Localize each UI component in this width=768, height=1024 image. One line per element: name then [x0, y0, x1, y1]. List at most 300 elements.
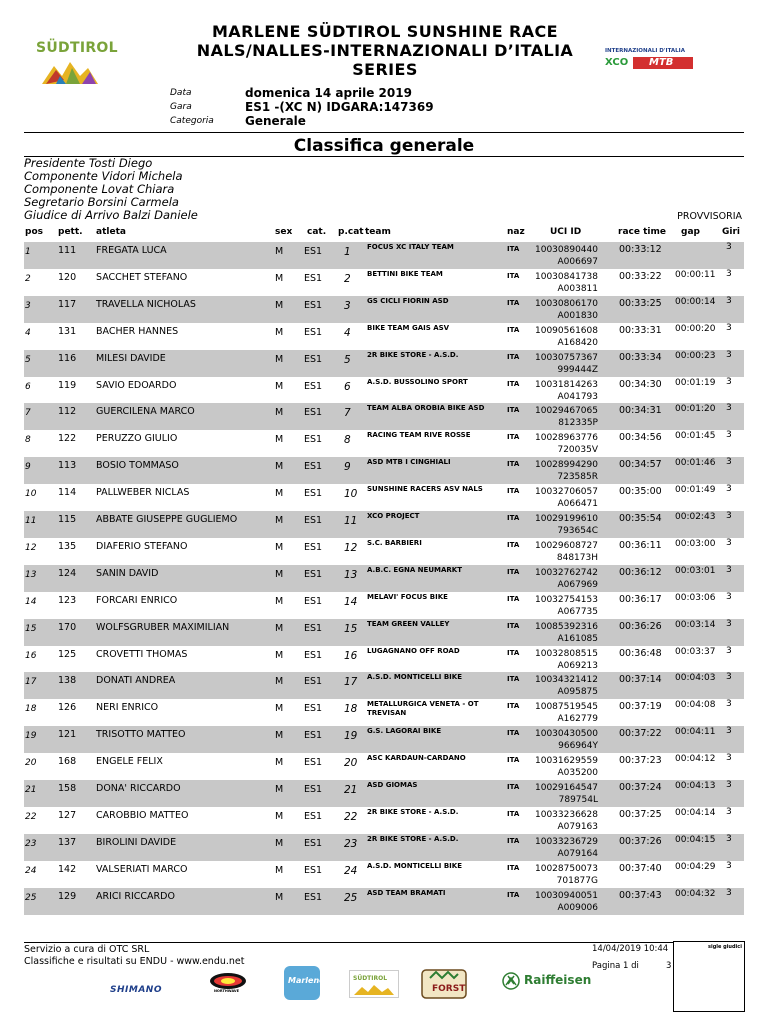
cell-atleta: FREGATA LUCA: [96, 245, 167, 256]
table-row: [24, 403, 744, 430]
table-row: [24, 753, 744, 780]
cell-pett: 168: [58, 756, 77, 768]
signature-label: sigle giudici: [708, 944, 742, 950]
cell-giri: 3: [726, 833, 732, 844]
cell-team: SUNSHINE RACERS ASV NALS: [367, 485, 483, 494]
cell-uci: 10030757367 999444Z: [535, 352, 598, 375]
cell-uci: 10029164547 789754L: [535, 783, 598, 805]
footer-credits: [24, 944, 245, 968]
cell-team: ASC KARDAUN-CARDANO: [367, 754, 466, 763]
cell-gap: 00:04:29: [675, 861, 716, 872]
cell-giri: 3: [726, 242, 732, 252]
cell-team: TEAM GREEN VALLEY: [367, 619, 450, 628]
cell-cat: ES1: [304, 622, 323, 634]
northwave-logo: [208, 972, 248, 992]
footer-results-link[interactable]: Classifiche e risultati su ENDU - www.endu.net: [24, 956, 245, 967]
judges-signature-box: [673, 941, 745, 1012]
cell-cat: ES1: [304, 380, 323, 392]
cell-pos: 15: [25, 623, 37, 634]
cell-uci: 10028963776 720035V: [535, 433, 598, 456]
page-label: Pagina 1 di: [592, 961, 639, 971]
cell-gap: 00:02:43: [675, 512, 716, 522]
cell-team: ASD GIOMAS: [367, 781, 418, 789]
meta-label: Data: [170, 88, 192, 98]
cell-pcat: 13: [344, 568, 358, 581]
cell-sex: M: [275, 622, 284, 634]
cell-giri: 3: [726, 887, 732, 898]
cell-time: 00:33:31: [619, 324, 662, 336]
cell-atleta: VALSERIATI MARCO: [96, 863, 188, 875]
cell-time: 00:37:24: [619, 782, 662, 793]
cell-time: 00:37:25: [619, 808, 662, 820]
cell-pett: 131: [58, 325, 77, 337]
cell-pcat: 16: [344, 649, 358, 662]
cell-giri: 3: [726, 726, 732, 737]
cell-cat: ES1: [304, 757, 323, 769]
cell-pett: 116: [58, 352, 77, 364]
cell-team: S.C. BARBIERI: [367, 538, 422, 547]
cell-naz: ITA: [507, 514, 520, 522]
cell-gap: 00:04:32: [675, 888, 716, 899]
cell-atleta: SACCHET STEFANO: [96, 271, 188, 283]
column-header-team: team: [365, 227, 391, 237]
cell-team: BIKE TEAM GAIS ASV: [367, 323, 450, 332]
cell-cat: ES1: [304, 299, 323, 311]
cell-uci: 10032706057 A066471: [535, 487, 598, 510]
cell-gap: 00:03:14: [675, 619, 716, 630]
meta-value: Generale: [245, 114, 306, 128]
column-header-uci: UCI ID: [550, 227, 582, 237]
cell-uci: 10031629559 A035200: [535, 756, 598, 779]
event-title-line: NALS/NALLES-INTERNAZIONALI D’ITALIA: [196, 41, 574, 60]
table-row: [24, 377, 744, 404]
table-row: [24, 834, 744, 861]
cell-giri: 3: [726, 268, 732, 279]
cell-pett: 120: [58, 271, 77, 283]
cell-uci: 10029467065 812335P: [535, 406, 598, 429]
event-title-line: SERIES: [352, 60, 418, 79]
cell-pcat: 4: [344, 326, 351, 339]
cell-atleta: DONA' RICCARDO: [96, 783, 181, 794]
cell-gap: 00:04:14: [675, 807, 716, 818]
cell-gap: 00:01:49: [675, 485, 716, 496]
event-title-line: MARLENE SÜDTIROL SUNSHINE RACE: [211, 22, 559, 41]
cell-sex: M: [275, 407, 284, 419]
cell-uci: 10028994290 723585R: [535, 460, 598, 483]
cell-giri: 3: [726, 645, 732, 656]
cell-giri: 3: [726, 484, 732, 495]
cell-time: 00:37:26: [619, 835, 662, 847]
cell-pett: 111: [58, 245, 77, 256]
cell-team: GS CICLI FIORIN ASD: [367, 296, 449, 305]
cell-pett: 135: [58, 540, 77, 552]
cell-sex: M: [275, 326, 284, 338]
cell-team: 2R BIKE STORE - A.S.D.: [367, 350, 459, 359]
cell-atleta: MILESI DAVIDE: [96, 352, 166, 364]
cell-cat: ES1: [304, 730, 323, 742]
footer-service: Servizio a cura di OTC SRL: [24, 944, 150, 955]
cell-naz: ITA: [507, 325, 520, 334]
cell-sex: M: [275, 595, 284, 607]
cell-pcat: 6: [344, 380, 351, 393]
cell-pos: 3: [25, 300, 31, 311]
column-header-atleta: atleta: [96, 227, 126, 237]
raiffeisen-logo-text: Raiffeisen: [524, 973, 592, 987]
cell-cat: ES1: [304, 649, 323, 661]
cell-team: A.S.D. MONTICELLI BIKE: [367, 673, 462, 682]
cell-pos: 21: [25, 785, 37, 795]
cell-time: 00:36:48: [619, 647, 662, 659]
cell-sex: M: [275, 757, 284, 769]
cell-uci: 10033236729 A079164: [535, 836, 598, 859]
cell-cat: ES1: [304, 246, 323, 257]
cell-pett: 119: [58, 379, 77, 391]
mountain-icon: [40, 56, 110, 86]
cell-atleta: ENGELE FELIX: [96, 756, 163, 768]
cell-pos: 13: [25, 569, 37, 580]
cell-atleta: SANIN DAVID: [96, 567, 159, 579]
cell-sex: M: [275, 891, 284, 903]
cell-naz: ITA: [507, 756, 520, 765]
column-header-time: race time: [618, 227, 666, 237]
meta-value: domenica 14 aprile 2019: [245, 86, 412, 100]
cell-giri: 3: [726, 322, 732, 333]
cell-naz: ITA: [507, 460, 520, 469]
cell-pett: 123: [58, 594, 77, 606]
cell-pcat: 1: [344, 246, 351, 258]
table-row: [24, 565, 744, 592]
cell-sex: M: [275, 676, 284, 688]
cell-gap: 00:04:11: [675, 727, 716, 738]
cell-pos: 16: [25, 650, 37, 661]
cell-time: 00:37:40: [619, 862, 662, 874]
northwave-logo-text: NORTHWAVE: [214, 989, 240, 993]
cell-sex: M: [275, 461, 284, 473]
cell-giri: 3: [726, 564, 732, 575]
table-row: [24, 646, 744, 673]
cell-atleta: WOLFSGRUBER MAXIMILIAN: [96, 621, 230, 633]
cell-atleta: BACHER HANNES: [96, 325, 179, 337]
cell-giri: 3: [726, 591, 732, 602]
internazionali-logo-text: INTERNAZIONALI D'ITALIA: [605, 48, 685, 54]
cell-team: ASD TEAM BRAMATI: [367, 888, 446, 897]
cell-atleta: CAROBBIO MATTEO: [96, 809, 189, 821]
cell-pos: 12: [25, 542, 37, 553]
column-header-giri: Giri: [722, 227, 740, 237]
cell-pos: 23: [25, 838, 37, 849]
cell-team: XCO PROJECT: [367, 512, 420, 520]
official: Segretario Borsini Carmela: [24, 195, 179, 209]
cell-sex: M: [275, 434, 284, 446]
meta-label: Gara: [170, 102, 192, 112]
cell-atleta: NERI ENRICO: [96, 702, 159, 714]
cell-naz: ITA: [507, 433, 520, 442]
cell-giri: 3: [726, 457, 732, 468]
cell-cat: ES1: [304, 541, 323, 553]
cell-sex: M: [275, 272, 284, 284]
cell-gap: 00:00:11: [675, 269, 716, 280]
cell-time: 00:36:12: [619, 566, 662, 578]
cell-gap: 00:01:45: [675, 431, 716, 442]
cell-giri: 3: [726, 699, 732, 710]
cell-sex: M: [275, 515, 284, 526]
table-row: [24, 592, 744, 619]
cell-sex: M: [275, 380, 284, 392]
cell-pett: 125: [58, 648, 77, 660]
cell-pett: 117: [58, 298, 77, 310]
cell-pcat: 17: [344, 676, 358, 689]
cell-gap: 00:03:00: [675, 538, 716, 549]
shimano-logo-text: SHIMANO: [110, 985, 162, 995]
cell-pos: 17: [25, 677, 37, 688]
cell-naz: ITA: [507, 245, 520, 253]
cell-naz: ITA: [507, 621, 520, 630]
cell-pett: 142: [58, 863, 77, 875]
cell-pcat: 8: [344, 434, 351, 447]
xco-logo-text: XCO: [605, 57, 629, 68]
cell-cat: ES1: [304, 488, 323, 500]
cell-cat: ES1: [304, 837, 323, 849]
cell-giri: 3: [726, 537, 732, 548]
cell-cat: ES1: [304, 864, 323, 876]
cell-time: 00:34:31: [619, 405, 662, 417]
cell-pett: 121: [58, 729, 77, 741]
mtb-logo-text: MTB: [649, 57, 674, 68]
cell-time: 00:37:19: [619, 701, 662, 713]
cell-gap: 00:00:20: [675, 323, 716, 334]
cell-cat: ES1: [304, 676, 323, 688]
cell-pos: 10: [25, 489, 37, 500]
cell-pos: 7: [25, 408, 31, 419]
cell-pos: 19: [25, 731, 37, 742]
cell-team: 2R BIKE STORE - A.S.D.: [367, 834, 459, 843]
cell-pcat: 19: [344, 730, 358, 743]
cell-pcat: 5: [344, 353, 351, 366]
cell-sex: M: [275, 299, 284, 311]
cell-pett: 127: [58, 809, 77, 821]
cell-uci: 10031814263 A041793: [535, 379, 598, 402]
cell-naz: ITA: [507, 540, 520, 549]
cell-giri: 3: [726, 349, 732, 360]
cell-naz: ITA: [507, 352, 520, 361]
cell-naz: ITA: [507, 567, 520, 576]
cell-sex: M: [275, 246, 284, 257]
table-row: [24, 323, 744, 350]
cell-pett: 129: [58, 890, 77, 902]
cell-uci: 10032754153 A067735: [535, 594, 598, 617]
status-label: PROVVISORIA: [677, 211, 742, 222]
cell-uci: 10034321412 A095875: [535, 675, 598, 698]
cell-pcat: 10: [344, 488, 358, 501]
cell-cat: ES1: [304, 568, 323, 580]
cell-pcat: 3: [344, 299, 351, 312]
cell-gap: 00:04:08: [675, 700, 716, 711]
cell-pcat: 25: [344, 891, 358, 904]
official: Presidente Tosti Diego: [24, 156, 153, 170]
cell-pett: 124: [58, 567, 77, 579]
cell-naz: ITA: [507, 809, 520, 818]
cell-pcat: 15: [344, 622, 358, 635]
cell-team: 2R BIKE STORE - A.S.D.: [367, 807, 459, 816]
cell-cat: ES1: [304, 407, 323, 419]
cell-gap: 00:03:37: [675, 646, 716, 657]
table-row: [24, 457, 744, 484]
cell-pos: 18: [25, 704, 37, 715]
cell-gap: 00:03:06: [675, 592, 716, 603]
cell-time: 00:36:11: [619, 539, 662, 551]
cell-pos: 20: [25, 758, 37, 769]
cell-cat: ES1: [304, 434, 323, 446]
cell-cat: ES1: [304, 461, 323, 473]
cell-time: 00:36:26: [619, 620, 662, 632]
marlene-logo: [284, 966, 325, 1000]
cell-team: ASD MTB I CINGHIALI: [367, 458, 451, 467]
cell-uci: 10032762742 A067969: [535, 567, 598, 590]
cell-cat: ES1: [304, 272, 323, 284]
table-row: [24, 672, 744, 699]
table-row: [24, 807, 744, 834]
cell-giri: 3: [726, 780, 732, 790]
cell-pos: 5: [25, 354, 31, 365]
cell-gap: 00:00:14: [675, 296, 716, 307]
cell-naz: ITA: [507, 702, 520, 711]
column-header-pcat: p.cat: [338, 227, 364, 237]
cell-gap: 00:04:03: [675, 673, 716, 684]
cell-team: MELAVI' FOCUS BIKE: [367, 592, 448, 601]
cell-pett: 138: [58, 675, 77, 687]
cell-atleta: ARICI RICCARDO: [96, 890, 175, 902]
cell-pett: 115: [58, 514, 77, 525]
cell-pett: 114: [58, 487, 77, 499]
cell-giri: 3: [726, 806, 732, 817]
cell-sex: M: [275, 649, 284, 661]
cell-naz: ITA: [507, 271, 520, 280]
cell-pos: 6: [25, 381, 31, 392]
meta-value: ES1 -(XC N) IDGARA:147369: [245, 100, 434, 114]
cell-time: 00:34:56: [619, 432, 662, 444]
cell-team: TEAM ALBA OROBIA BIKE ASD: [367, 404, 485, 413]
cell-giri: 3: [726, 618, 732, 629]
cell-uci: 10033236628 A079163: [535, 809, 598, 832]
cell-pcat: 21: [344, 784, 358, 796]
sudtirol-sponsor-text: SÜDTIROL: [353, 975, 388, 982]
table-row: [24, 242, 744, 269]
forst-logo-text: FORST: [432, 984, 466, 994]
table-row: [24, 350, 744, 377]
table-row: [24, 861, 744, 888]
cell-uci: 10030430500 966964Y: [535, 729, 598, 752]
cell-atleta: BOSIO TOMMASO: [96, 460, 179, 472]
table-row: [24, 484, 744, 511]
cell-gap: 00:00:23: [675, 350, 716, 361]
cell-sex: M: [275, 541, 284, 553]
cell-atleta: TRISOTTO MATTEO: [96, 729, 186, 741]
cell-team: RACING TEAM RIVE ROSSE: [367, 431, 471, 440]
cell-pcat: 12: [344, 541, 358, 554]
cell-naz: ITA: [507, 648, 520, 657]
section-title: Classifica generale: [293, 136, 475, 156]
cell-pcat: 7: [344, 407, 351, 420]
cell-sex: M: [275, 837, 284, 849]
table-row: [24, 296, 744, 323]
cell-pcat: 18: [344, 703, 358, 716]
cell-naz: ITA: [507, 836, 520, 845]
cell-sex: M: [275, 784, 284, 795]
cell-uci: 10030940051 A009006: [535, 890, 598, 913]
sudtirol-logo: [36, 40, 116, 90]
cell-pos: 9: [25, 462, 31, 473]
cell-pett: 126: [58, 702, 77, 714]
mountain-icon: [354, 985, 394, 995]
cell-pcat: 23: [344, 837, 358, 850]
cell-pcat: 22: [344, 810, 358, 823]
cell-naz: ITA: [507, 594, 520, 603]
cell-pcat: 2: [344, 272, 351, 285]
cell-uci: 10030890440 A006697: [535, 245, 598, 267]
cell-sex: M: [275, 353, 284, 365]
cell-pos: 25: [25, 892, 37, 903]
cell-uci: 10029608727 848173H: [535, 540, 598, 563]
column-header-cat: cat.: [307, 227, 327, 237]
cell-naz: ITA: [507, 783, 520, 791]
cell-gap: 00:01:46: [675, 458, 716, 469]
cell-time: 00:35:54: [619, 513, 662, 524]
cell-pett: 158: [58, 783, 77, 794]
cell-naz: ITA: [507, 487, 520, 496]
cell-time: 00:36:17: [619, 593, 662, 605]
cell-pcat: 20: [344, 757, 358, 770]
cell-sex: M: [275, 488, 284, 500]
cell-naz: ITA: [507, 675, 520, 684]
cell-giri: 3: [726, 403, 732, 414]
cell-time: 00:33:22: [619, 270, 662, 282]
cell-uci: 10090561608 A168420: [535, 325, 598, 348]
divider: [24, 132, 744, 133]
cell-giri: 3: [726, 376, 732, 387]
cell-pett: 113: [58, 460, 77, 472]
cell-cat: ES1: [304, 784, 323, 795]
column-header-gap: gap: [681, 227, 700, 237]
cell-pett: 112: [58, 406, 77, 418]
cell-gap: 00:01:19: [675, 377, 716, 388]
cell-gap: 00:04:12: [675, 754, 716, 765]
cell-giri: 3: [726, 753, 732, 764]
cell-pcat: 14: [344, 595, 358, 608]
cell-uci: 10030841738 A003811: [535, 271, 598, 294]
cell-time: 00:34:57: [619, 459, 662, 471]
official: Componente Lovat Chiara: [24, 182, 175, 196]
sudtirol-sponsor-logo: [349, 970, 399, 998]
cell-time: 00:37:22: [619, 728, 662, 740]
cell-atleta: ABBATE GIUSEPPE GUGLIEMO: [96, 514, 238, 525]
cell-pos: 2: [25, 273, 31, 284]
cell-cat: ES1: [304, 703, 323, 715]
cell-team: BETTINI BIKE TEAM: [367, 269, 443, 278]
cell-time: 00:37:14: [619, 674, 662, 686]
cell-pos: 11: [25, 516, 37, 526]
table-row: [24, 780, 744, 807]
column-header-pett: pett.: [58, 227, 83, 237]
cell-pett: 170: [58, 621, 77, 633]
cell-time: 00:37:43: [619, 889, 662, 901]
cell-cat: ES1: [304, 595, 323, 607]
cell-giri: 3: [726, 430, 732, 441]
table-row: [24, 726, 744, 753]
cell-atleta: DONATI ANDREA: [96, 675, 176, 687]
forst-logo: [420, 968, 468, 1000]
meta-label: Categoria: [170, 116, 214, 126]
cell-pos: 1: [25, 247, 31, 257]
